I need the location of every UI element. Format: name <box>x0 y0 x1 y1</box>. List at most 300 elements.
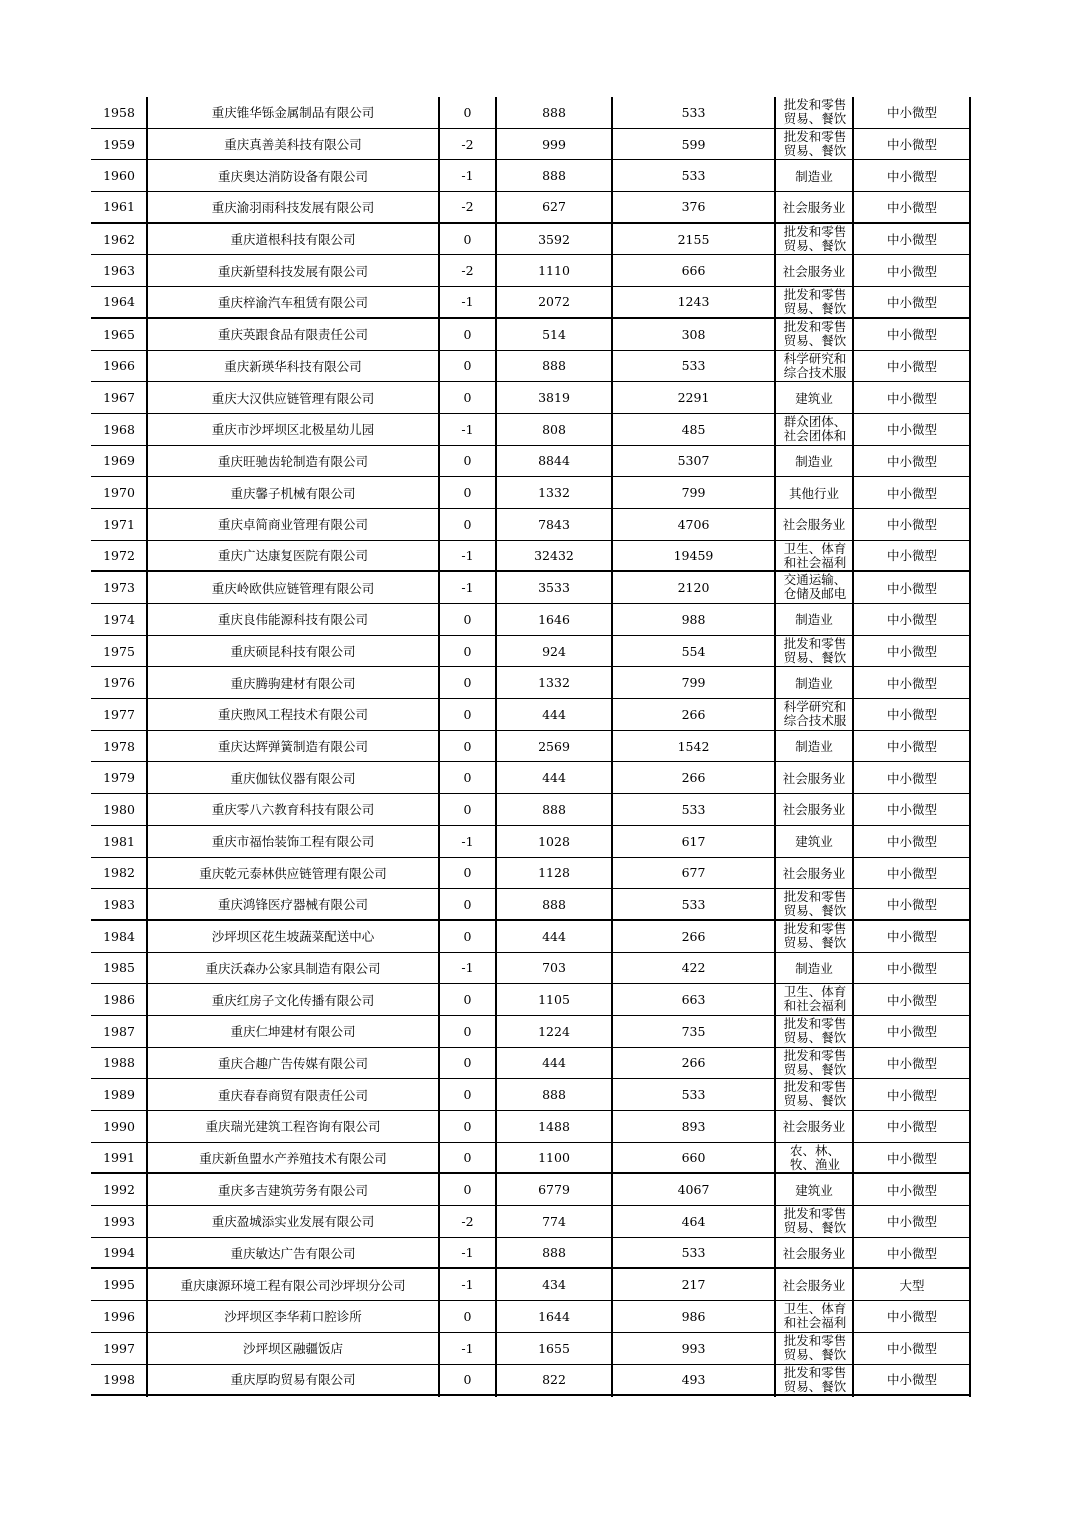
credit-change-cell: 0 <box>463 326 472 342</box>
value-a-cell: 1332 <box>538 675 570 691</box>
value-a-cell: 1655 <box>538 1340 570 1356</box>
value-a-cell: 3592 <box>538 231 570 247</box>
value-a-cell: 32432 <box>534 547 574 563</box>
enterprise-size-cell: 中小微型 <box>886 422 937 438</box>
industry-cell: 科学研究和综合技术服 <box>783 350 847 380</box>
value-b-cell: 599 <box>681 136 706 152</box>
value-b-cell: 993 <box>681 1340 706 1356</box>
credit-change-cell: 0 <box>463 643 472 659</box>
enterprise-size-cell: 中小微型 <box>886 137 937 153</box>
column-divider <box>969 97 971 1397</box>
row-number-cell: 1960 <box>103 168 135 184</box>
value-b-cell: 533 <box>681 358 706 374</box>
table-row <box>91 382 971 414</box>
company-name-cell: 重庆盈城添实业发展有限公司 <box>211 1214 375 1230</box>
value-a-cell: 444 <box>542 706 566 722</box>
table-row <box>91 794 971 826</box>
industry-cell: 批发和零售贸易、餐饮 <box>783 128 847 158</box>
row-number-cell: 1982 <box>103 865 135 881</box>
credit-change-cell: 0 <box>463 516 472 532</box>
enterprise-size-cell: 中小微型 <box>886 612 937 628</box>
value-b-cell: 19459 <box>673 547 714 563</box>
credit-change-cell: 0 <box>463 675 472 691</box>
row-number-cell: 1980 <box>103 801 135 817</box>
table-row <box>91 1079 971 1111</box>
credit-change-cell: -2 <box>461 199 474 215</box>
credit-change-cell: -1 <box>461 580 474 596</box>
company-name-cell: 重庆腾驹建材有限公司 <box>230 675 356 691</box>
table-row <box>91 1016 971 1048</box>
company-name-cell: 重庆卓简商业管理有限公司 <box>217 517 368 533</box>
value-a-cell: 8844 <box>538 453 570 469</box>
value-a-cell: 1332 <box>538 485 570 501</box>
credit-change-cell: -2 <box>461 136 474 152</box>
company-name-cell: 重庆红房子文化传播有限公司 <box>211 992 375 1008</box>
value-b-cell: 422 <box>681 960 706 976</box>
value-a-cell: 1100 <box>538 1150 570 1166</box>
credit-change-cell: -1 <box>461 833 474 849</box>
industry-cell: 社会服务业 <box>782 802 846 818</box>
value-b-cell: 266 <box>681 706 706 722</box>
credit-change-cell: 0 <box>463 485 472 501</box>
value-a-cell: 1110 <box>538 263 570 279</box>
value-b-cell: 533 <box>681 1245 706 1261</box>
value-b-cell: 217 <box>681 1277 706 1293</box>
credit-change-cell: 0 <box>463 1182 472 1198</box>
table-row <box>91 129 971 161</box>
table-row <box>91 1301 971 1333</box>
table-row <box>91 446 971 478</box>
row-number-cell: 1969 <box>103 453 135 469</box>
table-row <box>91 319 971 351</box>
industry-cell: 批发和零售贸易、餐饮 <box>783 920 847 950</box>
table-row <box>91 1269 971 1301</box>
company-name-cell: 重庆硕昆科技有限公司 <box>230 644 356 660</box>
enterprise-size-cell: 中小微型 <box>886 1055 937 1071</box>
enterprise-size-cell: 中小微型 <box>886 707 937 723</box>
credit-change-cell: -1 <box>461 1245 474 1261</box>
enterprise-size-cell: 中小微型 <box>886 580 937 596</box>
table-row <box>91 921 971 953</box>
value-b-cell: 617 <box>681 833 706 849</box>
value-b-cell: 988 <box>681 611 706 627</box>
row-number-cell: 1987 <box>103 1023 135 1039</box>
value-a-cell: 808 <box>542 421 566 437</box>
industry-cell: 批发和零售贸易、餐饮 <box>783 1206 847 1236</box>
company-name-cell: 重庆多吉建筑劳务有限公司 <box>217 1182 368 1198</box>
table-row <box>91 351 971 383</box>
row-number-cell: 1986 <box>103 992 135 1008</box>
industry-cell: 制造业 <box>795 675 833 691</box>
row-number-cell: 1996 <box>103 1308 135 1324</box>
enterprise-size-cell: 中小微型 <box>886 929 937 945</box>
company-name-cell: 重庆沃森办公家具制造有限公司 <box>205 960 381 976</box>
credit-change-cell: -1 <box>461 547 474 563</box>
credit-change-cell: 0 <box>463 865 472 881</box>
value-b-cell: 4706 <box>677 516 710 532</box>
credit-change-cell: 0 <box>463 706 472 722</box>
enterprise-size-cell: 中小微型 <box>886 232 937 248</box>
table-row <box>91 414 971 446</box>
table-row <box>91 160 971 192</box>
value-a-cell: 3533 <box>538 580 570 596</box>
company-name-cell: 沙坪坝区融疆饭店 <box>242 1341 343 1357</box>
industry-cell: 农、林、牧、渔业 <box>789 1142 840 1172</box>
industry-cell: 批发和零售贸易、餐饮 <box>783 223 847 253</box>
industry-cell: 社会服务业 <box>782 517 846 533</box>
value-a-cell: 888 <box>542 104 566 120</box>
value-a-cell: 1646 <box>538 611 570 627</box>
value-b-cell: 1243 <box>677 294 710 310</box>
company-name-cell: 重庆合趣广告传媒有限公司 <box>217 1055 368 1071</box>
value-a-cell: 924 <box>542 643 566 659</box>
row-number-cell: 1993 <box>103 1213 135 1229</box>
value-a-cell: 1028 <box>538 833 570 849</box>
value-b-cell: 533 <box>681 801 706 817</box>
row-number-cell: 1959 <box>103 136 135 152</box>
value-a-cell: 1488 <box>538 1118 570 1134</box>
value-b-cell: 493 <box>681 1371 706 1387</box>
value-b-cell: 677 <box>681 865 706 881</box>
industry-cell: 批发和零售贸易、餐饮 <box>783 287 847 317</box>
industry-cell: 卫生、体育和社会福利 <box>783 1301 847 1331</box>
column-divider <box>146 97 148 1397</box>
company-name-cell: 重庆馨子机械有限公司 <box>230 485 356 501</box>
industry-cell: 交通运输、仓储及邮电 <box>783 572 847 602</box>
industry-cell: 批发和零售贸易、餐饮 <box>783 1364 847 1394</box>
column-divider <box>611 97 613 1397</box>
table-row <box>91 1048 971 1080</box>
row-number-cell: 1995 <box>103 1277 135 1293</box>
industry-cell: 建筑业 <box>795 1182 833 1198</box>
company-name-cell: 重庆新望科技发展有限公司 <box>217 263 368 279</box>
company-name-cell: 重庆渝羽雨科技发展有限公司 <box>211 199 375 215</box>
industry-cell: 社会服务业 <box>782 199 846 215</box>
value-a-cell: 444 <box>542 928 566 944</box>
column-divider <box>495 97 497 1397</box>
value-b-cell: 376 <box>681 199 706 215</box>
row-number-cell: 1967 <box>103 390 135 406</box>
row-number-cell: 1971 <box>103 516 135 532</box>
company-name-cell: 重庆岭欧供应链管理有限公司 <box>211 580 375 596</box>
enterprise-size-cell: 中小微型 <box>886 802 937 818</box>
table-row <box>91 826 971 858</box>
table-row <box>91 1143 971 1175</box>
row-number-cell: 1975 <box>103 643 135 659</box>
company-name-cell: 重庆伽钛仪器有限公司 <box>230 770 356 786</box>
enterprise-size-cell: 中小微型 <box>886 770 937 786</box>
value-a-cell: 627 <box>542 199 566 215</box>
industry-cell: 制造业 <box>795 612 833 628</box>
row-number-cell: 1998 <box>103 1371 135 1387</box>
table-row <box>91 477 971 509</box>
credit-change-cell: 0 <box>463 358 472 374</box>
value-b-cell: 266 <box>681 770 706 786</box>
enterprise-size-cell: 中小微型 <box>886 263 937 279</box>
enterprise-size-cell: 中小微型 <box>886 1182 937 1198</box>
value-a-cell: 703 <box>542 960 566 976</box>
value-a-cell: 1224 <box>538 1023 570 1039</box>
value-b-cell: 1542 <box>677 738 710 754</box>
row-number-cell: 1963 <box>103 263 135 279</box>
company-name-cell: 重庆市沙坪坝区北极星幼儿园 <box>211 422 375 438</box>
table-row <box>91 667 971 699</box>
table-row <box>91 604 971 636</box>
value-b-cell: 660 <box>681 1150 706 1166</box>
credit-change-cell: -2 <box>461 1213 474 1229</box>
credit-change-cell: 0 <box>463 801 472 817</box>
value-b-cell: 533 <box>681 168 706 184</box>
industry-cell: 批发和零售贸易、餐饮 <box>783 97 847 126</box>
credit-change-cell: 0 <box>463 1308 472 1324</box>
column-divider <box>774 97 776 1397</box>
industry-cell: 社会服务业 <box>782 263 846 279</box>
table-row <box>91 731 971 763</box>
company-name-cell: 重庆煦风工程技术有限公司 <box>217 707 368 723</box>
industry-cell: 批发和零售贸易、餐饮 <box>783 318 847 348</box>
table-row <box>91 541 971 573</box>
industry-cell: 制造业 <box>795 453 833 469</box>
enterprise-size-cell: 中小微型 <box>886 1150 937 1166</box>
value-b-cell: 666 <box>681 263 706 279</box>
table-row <box>91 192 971 224</box>
row-number-cell: 1977 <box>103 706 135 722</box>
value-b-cell: 663 <box>681 992 706 1008</box>
table-row <box>91 1333 971 1365</box>
row-number-cell: 1988 <box>103 1055 135 1071</box>
row-number-cell: 1970 <box>103 485 135 501</box>
value-a-cell: 2569 <box>538 738 570 754</box>
industry-cell: 批发和零售贸易、餐饮 <box>783 635 847 665</box>
industry-cell: 社会服务业 <box>782 1245 846 1261</box>
column-divider <box>438 97 440 1397</box>
value-b-cell: 799 <box>681 485 706 501</box>
value-b-cell: 266 <box>681 1055 706 1071</box>
value-a-cell: 888 <box>542 896 566 912</box>
credit-change-cell: 0 <box>463 611 472 627</box>
enterprise-size-cell: 中小微型 <box>886 485 937 501</box>
industry-cell: 批发和零售贸易、餐饮 <box>783 1332 847 1362</box>
enterprise-size-cell: 中小微型 <box>886 1341 937 1357</box>
company-name-cell: 重庆仁坤建材有限公司 <box>230 1024 356 1040</box>
company-name-cell: 重庆敏达广告有限公司 <box>230 1245 356 1261</box>
credit-change-cell: 0 <box>463 896 472 912</box>
company-name-cell: 重庆锥华铄金属制品有限公司 <box>211 105 375 121</box>
industry-cell: 建筑业 <box>795 834 833 850</box>
value-b-cell: 533 <box>681 104 706 120</box>
industry-cell: 建筑业 <box>795 390 833 406</box>
value-b-cell: 554 <box>681 643 706 659</box>
enterprise-size-cell: 中小微型 <box>886 834 937 850</box>
enterprise-size-cell: 中小微型 <box>886 1245 937 1261</box>
table-row <box>91 255 971 287</box>
enterprise-size-cell: 中小微型 <box>886 1119 937 1135</box>
industry-cell: 社会服务业 <box>782 770 846 786</box>
value-b-cell: 986 <box>681 1308 706 1324</box>
company-name-cell: 重庆市福怡装饰工程有限公司 <box>211 834 375 850</box>
credit-change-cell: 0 <box>463 1023 472 1039</box>
value-b-cell: 4067 <box>677 1182 710 1198</box>
row-number-cell: 1958 <box>103 104 135 120</box>
value-b-cell: 485 <box>681 421 706 437</box>
enterprise-size-cell: 中小微型 <box>886 390 937 406</box>
table-row <box>91 762 971 794</box>
industry-cell: 制造业 <box>795 168 833 184</box>
company-name-cell: 重庆达辉弹簧制造有限公司 <box>217 739 368 755</box>
value-b-cell: 266 <box>681 928 706 944</box>
table-row <box>91 224 971 256</box>
row-number-cell: 1965 <box>103 326 135 342</box>
row-number-cell: 1972 <box>103 547 135 563</box>
value-b-cell: 2291 <box>677 390 710 406</box>
enterprise-size-cell: 中小微型 <box>886 739 937 755</box>
company-name-cell: 重庆旺驰齿轮制造有限公司 <box>217 453 368 469</box>
row-number-cell: 1966 <box>103 358 135 374</box>
value-a-cell: 2072 <box>538 294 570 310</box>
credit-change-cell: -1 <box>461 168 474 184</box>
enterprise-size-cell: 中小微型 <box>886 199 937 215</box>
industry-cell: 科学研究和综合技术服 <box>783 699 847 729</box>
row-number-cell: 1984 <box>103 928 135 944</box>
credit-change-cell: 0 <box>463 104 472 120</box>
table-row <box>91 97 971 129</box>
table-row <box>91 699 971 731</box>
credit-change-cell: 0 <box>463 1055 472 1071</box>
table-row <box>91 1111 971 1143</box>
value-b-cell: 2155 <box>677 231 710 247</box>
value-a-cell: 7843 <box>538 516 570 532</box>
enterprise-size-cell: 中小微型 <box>886 294 937 310</box>
value-b-cell: 464 <box>681 1213 706 1229</box>
table-row <box>91 572 971 604</box>
enterprise-size-cell: 中小微型 <box>886 1024 937 1040</box>
industry-cell: 批发和零售贸易、餐饮 <box>783 1047 847 1077</box>
company-name-cell: 重庆英跟食品有限责任公司 <box>217 327 368 343</box>
company-name-cell: 重庆真善美科技有限公司 <box>224 137 362 153</box>
table-row <box>91 858 971 890</box>
credit-change-cell: -1 <box>461 1340 474 1356</box>
value-b-cell: 735 <box>681 1023 706 1039</box>
credit-change-cell: -1 <box>461 1277 474 1293</box>
row-number-cell: 1974 <box>103 611 135 627</box>
industry-cell: 群众团体、社会团体和 <box>783 413 847 443</box>
row-number-cell: 1990 <box>103 1118 135 1134</box>
value-a-cell: 888 <box>542 168 566 184</box>
enterprise-size-cell: 中小微型 <box>886 897 937 913</box>
industry-cell: 其他行业 <box>788 485 839 501</box>
enterprise-size-cell: 中小微型 <box>886 1309 937 1325</box>
value-b-cell: 308 <box>681 326 706 342</box>
value-a-cell: 774 <box>542 1213 566 1229</box>
credit-change-cell: 0 <box>463 992 472 1008</box>
table-row <box>91 1238 971 1270</box>
row-number-cell: 1985 <box>103 960 135 976</box>
industry-cell: 批发和零售贸易、餐饮 <box>783 889 847 919</box>
value-b-cell: 799 <box>681 675 706 691</box>
industry-cell: 制造业 <box>795 739 833 755</box>
credit-change-cell: 0 <box>463 1118 472 1134</box>
value-a-cell: 999 <box>542 136 566 152</box>
industry-cell: 社会服务业 <box>782 1277 846 1293</box>
enterprise-size-cell: 中小微型 <box>886 644 937 660</box>
table-row <box>91 1206 971 1238</box>
value-b-cell: 893 <box>681 1118 706 1134</box>
data-table <box>91 97 971 1396</box>
company-name-cell: 重庆零八六教育科技有限公司 <box>211 802 375 818</box>
credit-change-cell: -1 <box>461 294 474 310</box>
row-number-cell: 1968 <box>103 421 135 437</box>
row-number-cell: 1978 <box>103 738 135 754</box>
credit-change-cell: 0 <box>463 928 472 944</box>
row-number-cell: 1983 <box>103 896 135 912</box>
credit-change-cell: 0 <box>463 770 472 786</box>
value-b-cell: 533 <box>681 1087 706 1103</box>
value-b-cell: 2120 <box>677 580 710 596</box>
enterprise-size-cell: 中小微型 <box>886 358 937 374</box>
enterprise-size-cell: 中小微型 <box>886 105 937 121</box>
row-number-cell: 1961 <box>103 199 135 215</box>
company-name-cell: 重庆良伟能源科技有限公司 <box>217 612 368 628</box>
credit-change-cell: 0 <box>463 1371 472 1387</box>
value-b-cell: 5307 <box>677 453 710 469</box>
company-name-cell: 重庆康源环境工程有限公司沙坪坝分公司 <box>180 1277 406 1293</box>
industry-cell: 卫生、体育和社会福利 <box>783 984 847 1014</box>
credit-change-cell: -1 <box>461 421 474 437</box>
company-name-cell: 重庆厚昀贸易有限公司 <box>230 1372 356 1388</box>
company-name-cell: 重庆广达康复医院有限公司 <box>217 548 368 564</box>
table-row <box>91 1365 971 1397</box>
credit-change-cell: 0 <box>463 390 472 406</box>
enterprise-size-cell: 中小微型 <box>886 1214 937 1230</box>
company-name-cell: 重庆奥达消防设备有限公司 <box>217 168 368 184</box>
credit-change-cell: 0 <box>463 1087 472 1103</box>
row-number-cell: 1991 <box>103 1150 135 1166</box>
row-number-cell: 1979 <box>103 770 135 786</box>
value-a-cell: 888 <box>542 358 566 374</box>
credit-change-cell: 0 <box>463 738 472 754</box>
enterprise-size-cell: 中小微型 <box>886 1372 937 1388</box>
value-a-cell: 514 <box>542 326 566 342</box>
column-divider <box>852 97 854 1397</box>
company-name-cell: 重庆瑞光建筑工程咨询有限公司 <box>205 1119 381 1135</box>
row-number-cell: 1964 <box>103 294 135 310</box>
value-a-cell: 888 <box>542 801 566 817</box>
enterprise-size-cell: 中小微型 <box>886 865 937 881</box>
value-a-cell: 1105 <box>538 992 570 1008</box>
company-name-cell: 重庆道根科技有限公司 <box>230 232 356 248</box>
row-number-cell: 1997 <box>103 1340 135 1356</box>
company-name-cell: 沙坪坝区花生坡蔬菜配送中心 <box>211 929 375 945</box>
row-number-cell: 1976 <box>103 675 135 691</box>
row-number-cell: 1962 <box>103 231 135 247</box>
company-name-cell: 重庆梓渝汽车租赁有限公司 <box>217 294 368 310</box>
credit-change-cell: -1 <box>461 960 474 976</box>
company-name-cell: 重庆新瑛华科技有限公司 <box>224 358 362 374</box>
value-a-cell: 888 <box>542 1087 566 1103</box>
industry-cell: 批发和零售贸易、餐饮 <box>783 1079 847 1109</box>
company-name-cell: 沙坪坝区李华莉口腔诊所 <box>224 1309 362 1325</box>
enterprise-size-cell: 中小微型 <box>886 327 937 343</box>
enterprise-size-cell: 中小微型 <box>886 1087 937 1103</box>
industry-cell: 卫生、体育和社会福利 <box>783 540 847 570</box>
industry-cell: 社会服务业 <box>782 865 846 881</box>
row-number-cell: 1992 <box>103 1182 135 1198</box>
row-number-cell: 1981 <box>103 833 135 849</box>
row-number-cell: 1989 <box>103 1087 135 1103</box>
credit-change-cell: 0 <box>463 1150 472 1166</box>
value-a-cell: 3819 <box>538 390 570 406</box>
enterprise-size-cell: 中小微型 <box>886 453 937 469</box>
